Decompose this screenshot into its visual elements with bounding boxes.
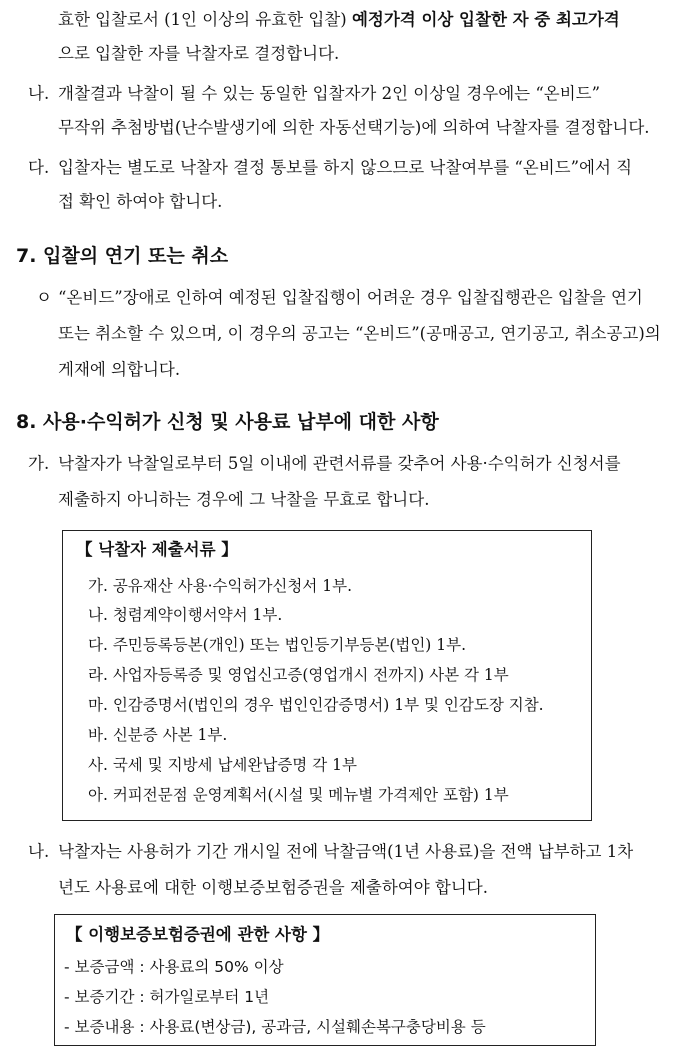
section-8-ga-line-2: 제출하지 아니하는 경우에 그 낙찰을 무효로 합니다.	[58, 490, 430, 509]
document-item: 바. 신분증 사본 1부.	[88, 726, 228, 744]
section-8-na-line-1: 낙찰자는 사용허가 기간 개시일 전에 낙찰금액(1년 사용료)을 전액 납부하고 1차	[58, 842, 634, 861]
section-8-na-marker: 나.	[28, 842, 50, 861]
section-8-heading: 8. 사용·수익허가 신청 및 사용료 납부에 대한 사항	[16, 411, 439, 433]
section-7-heading: 7. 입찰의 연기 또는 취소	[16, 245, 229, 267]
submission-documents-title: 【 낙찰자 제출서류 】	[76, 540, 238, 559]
document-item: 라. 사업자등록증 및 영업신고증(영업개시 전까지) 사본 각 1부	[88, 666, 509, 684]
document-item: 아. 커피전문점 운영계획서(시설 및 메뉴별 가격제안 포함) 1부	[88, 786, 509, 804]
section-7-line-1: “온비드”장애로 인하여 예정된 입찰집행이 어려운 경우 입찰집행관은 입찰을 연기	[58, 288, 643, 307]
guarantee-item: - 보증금액 : 사용료의 50% 이상	[64, 958, 284, 976]
document-item: 사. 국세 및 지방세 납세완납증명 각 1부	[88, 756, 357, 774]
intro-line-1-text: 효한 입찰로서 (1인 이상의 유효한 입찰)	[58, 10, 352, 29]
item-da-line-1: 입찰자는 별도로 낙찰자 결정 통보를 하지 않으므로 낙찰여부를 “온비드”에서 직	[58, 158, 633, 177]
section-7-line-2: 또는 취소할 수 있으며, 이 경우의 공고는 “온비드”(공매공고, 연기공고, 취소공고)의	[58, 324, 661, 343]
item-da-line-2: 접 확인 하여야 합니다.	[58, 192, 223, 211]
intro-line-1	[58, 8, 620, 32]
section-7-line-3: 게재에 의합니다.	[58, 360, 181, 379]
intro-line-1-bold: 예정가격 이상 입찰한 자 중 최고가격	[351, 10, 620, 29]
item-na-marker: 나.	[28, 84, 50, 103]
document-item: 마. 인감증명서(법인의 경우 법인인감증명서) 1부 및 인감도장 지참.	[88, 696, 544, 714]
guarantee-item: - 보증내용 : 사용료(변상금), 공과금, 시설훼손복구충당비용 등	[64, 1018, 486, 1036]
document-item: 다. 주민등록등본(개인) 또는 법인등기부등본(법인) 1부.	[88, 636, 467, 654]
section-7-bullet: ㅇ	[36, 288, 52, 307]
section-8-ga-marker: 가.	[28, 454, 50, 473]
section-8-ga-line-1: 낙찰자가 낙찰일로부터 5일 이내에 관련서류를 갖추어 사용·수익허가 신청서를	[58, 454, 621, 473]
guarantee-item: - 보증기간 : 허가일로부터 1년	[64, 988, 270, 1006]
section-8-na-line-2: 년도 사용료에 대한 이행보증보험증권을 제출하여야 합니다.	[58, 878, 488, 897]
guarantee-insurance-title: 【 이행보증보험증권에 관한 사항 】	[66, 925, 330, 944]
item-na-line-2: 무작위 추첨방법(난수발생기에 의한 자동선택기능)에 의하여 낙찰자를 결정합니다.	[58, 118, 650, 137]
intro-line-2: 으로 입찰한 자를 낙찰자로 결정합니다.	[58, 44, 340, 63]
document-item: 나. 청렴계약이행서약서 1부.	[88, 606, 283, 624]
item-da-marker: 다.	[28, 158, 50, 177]
document-item: 가. 공유재산 사용·수익허가신청서 1부.	[88, 577, 353, 595]
item-na-line-1: 개찰결과 낙찰이 될 수 있는 동일한 입찰자가 2인 이상일 경우에는 “온비드”	[58, 84, 601, 103]
